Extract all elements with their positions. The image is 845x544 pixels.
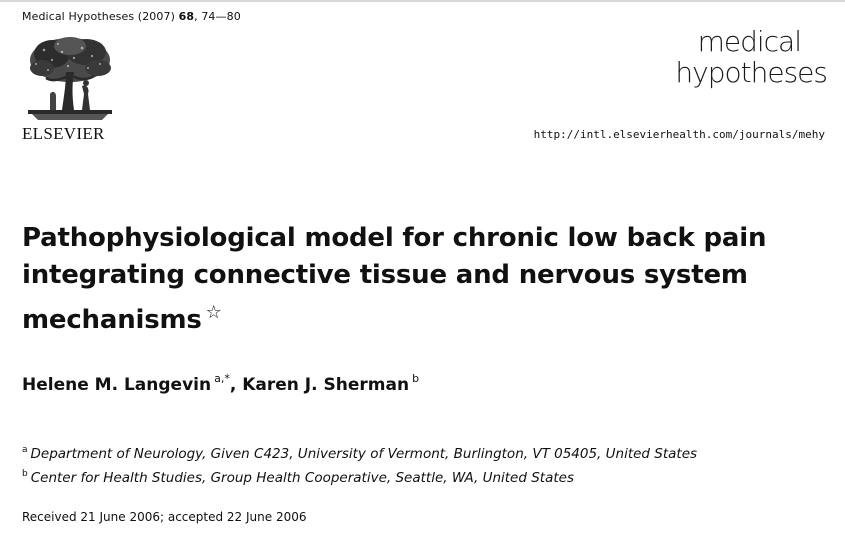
affiliation-text: Center for Health Studies, Group Health Cooperative, Seattle, WA, United States [30,470,574,486]
affiliation-text: Department of Neurology, Given C423, University of Vermont, Burlington, VT 05405, United States [30,446,698,462]
affiliation-item [22,464,697,488]
citation-pages: 74—80 [201,10,241,23]
author-affiliation-mark[interactable]: a,* [214,372,230,385]
journal-title-line1: medical [697,25,801,58]
author-affiliation-mark[interactable]: b [412,372,420,385]
journal-url-link[interactable]: http://intl.elsevierhealth.com/journals/mehy [533,128,825,141]
top-rule [0,0,845,2]
article-title [22,220,832,339]
publisher-logo [22,34,118,144]
received-dates: Received 21 June 2006; accepted 22 June 2006 [22,510,307,524]
affiliation-marker: b [22,469,28,479]
citation-line [22,10,241,23]
author-name: Helene M. Langevin [22,375,212,395]
elsevier-tree-logo-icon [22,34,118,124]
author-list [22,372,419,395]
affiliation-marker: a [22,445,28,455]
article-title-line3: mechanisms [22,305,202,335]
title-footnote-star-icon[interactable]: ☆ [205,302,222,323]
citation-volume: 68 [178,10,195,23]
journal-title-line2: hypotheses [675,56,827,89]
article-title-line1: Pathophysiological model for chronic low back pain [22,223,767,253]
citation-journal: Medical Hypotheses (2007) [22,10,175,23]
author-separator: , [229,375,237,395]
publisher-wordmark: ELSEVIER [22,124,105,143]
affiliation-item [22,440,697,464]
article-title-line2: integrating connective tissue and nervous system [22,260,748,290]
author-name: Karen J. Sherman [242,375,410,395]
journal-wordmark [607,26,827,88]
citation-separator: , [194,10,202,23]
affiliation-list [22,440,697,488]
